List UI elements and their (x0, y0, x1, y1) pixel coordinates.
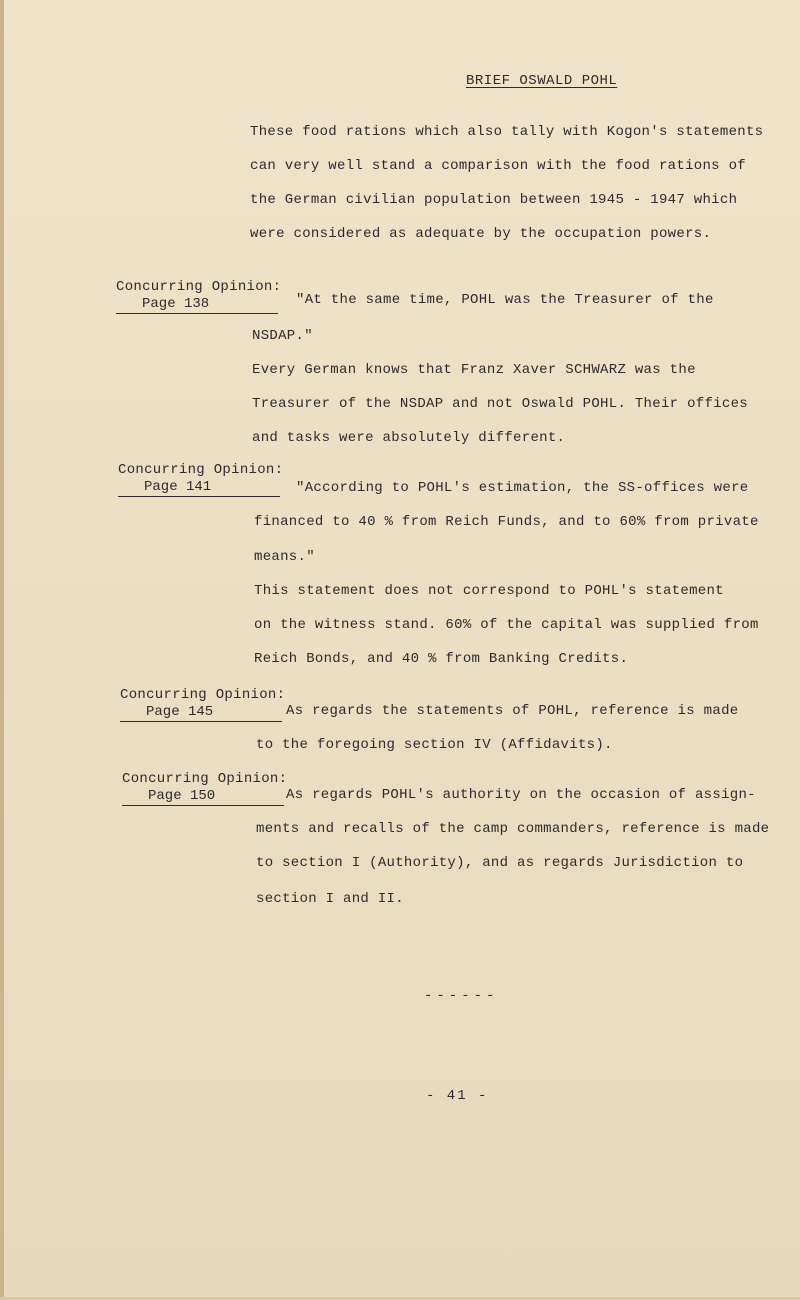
page-reference: Page 141 (118, 479, 280, 497)
opinion-line: Every German knows that Franz Xaver SCHWARZ was the (252, 362, 696, 378)
opinion-label: Concurring Opinion: (116, 279, 282, 295)
opinion-line: to section I (Authority), and as regards Jurisdiction to (256, 855, 744, 871)
para1-line: the German civilian population between 1945 - 1947 which (250, 192, 738, 208)
opinion-line: and tasks were absolutely different. (252, 430, 566, 446)
page-reference: Page 145 (120, 704, 282, 722)
opinion-line: to the foregoing section IV (Affidavits). (256, 737, 613, 753)
opinion-line: means." (254, 549, 315, 565)
page-edge-left (0, 0, 4, 1300)
opinion-line: financed to 40 % from Reich Funds, and to 60% from private (254, 514, 759, 530)
opinion-line: section I and II. (256, 891, 404, 907)
page-reference: Page 138 (116, 296, 278, 314)
opinion-line: NSDAP." (252, 328, 313, 344)
para1-line: can very well stand a comparison with the food rations of (250, 158, 746, 174)
opinion-line: This statement does not correspond to POHL's statement (254, 583, 724, 599)
opinion-line: ments and recalls of the camp commanders, reference is made (256, 821, 770, 837)
opinion-line: "At the same time, POHL was the Treasurer of the (296, 292, 714, 308)
section-separator: ------ (424, 988, 499, 1004)
document-heading: BRIEF OSWALD POHL (466, 73, 618, 89)
para1-line: were considered as adequate by the occupation powers. (250, 226, 712, 242)
opinion-label: Concurring Opinion: (120, 687, 286, 703)
opinion-line: As regards POHL's authority on the occasion of assign- (286, 787, 756, 803)
opinion-label: Concurring Opinion: (118, 462, 284, 478)
para1-line: These food rations which also tally with Kogon's statements (250, 124, 764, 140)
opinion-line: As regards the statements of POHL, reference is made (286, 703, 739, 719)
opinion-label: Concurring Opinion: (122, 771, 288, 787)
opinion-line: Reich Bonds, and 40 % from Banking Credits. (254, 651, 629, 667)
opinion-line: "According to POHL's estimation, the SS-offices were (296, 480, 749, 496)
opinion-line: Treasurer of the NSDAP and not Oswald POHL. Their offices (252, 396, 748, 412)
page-number: - 41 - (426, 1088, 489, 1104)
opinion-line: on the witness stand. 60% of the capital was supplied from (254, 617, 759, 633)
page-reference: Page 150 (122, 788, 284, 806)
